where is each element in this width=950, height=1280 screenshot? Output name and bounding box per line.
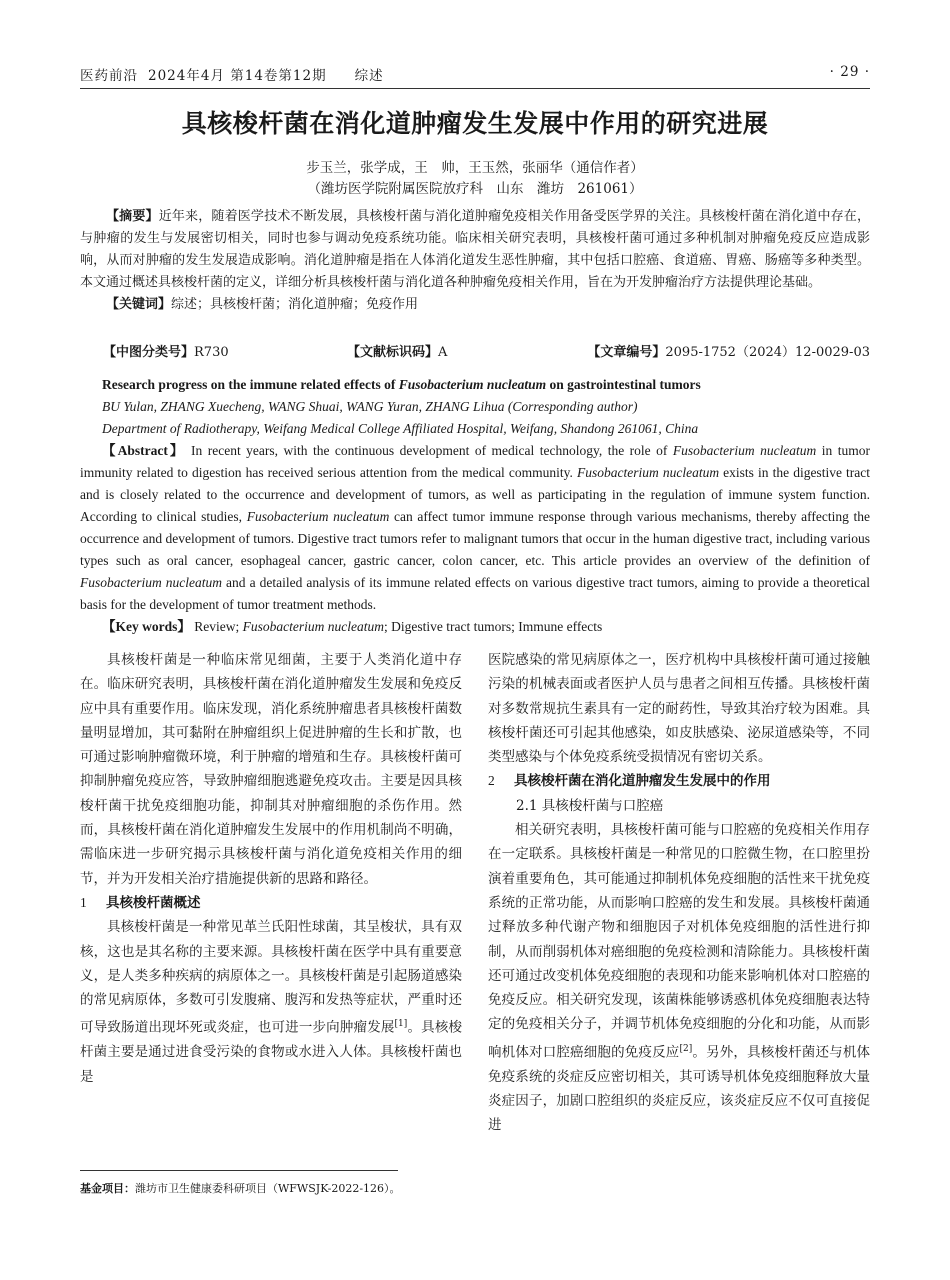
abstract-cn-text: 近年来，随着医学技术不断发展，具核梭杆菌与消化道肿瘤免疫相关作用备受医学界的关注。具核梭杆菌在消化道中存在，与肿瘤的发生与发展密切相关，同时也参与调动免疫系统功能。临床相关研究表明，具核梭杆菌可通过多种机制对肿瘤免疫反应造成影响，从而对肿瘤的发生发展造成影响。消化道肿瘤是指在人体消化道发生恶性肿瘤，其中包括口腔癌、食道癌、胃癌、肠癌等多种类型。本文通过概述具核梭杆菌的定义，详细分析具核梭杆菌与消化道各种肿瘤免疫相关作用，旨在为开发肿瘤治疗方法提供理论基础。 bbox=[80, 209, 870, 290]
keywords-cn-label: 【关键词】 bbox=[106, 297, 172, 312]
section-2-1-heading: 2.1 具核梭杆菌与口腔癌 bbox=[516, 797, 664, 814]
abstract-cn bbox=[80, 206, 870, 316]
article-number-label: 【文章编号】 bbox=[587, 345, 666, 360]
article-number-value: 2095-1752（2024）12-0029-03 bbox=[665, 345, 870, 360]
issue-info: 2024年4月 第14卷第12期 bbox=[148, 68, 327, 84]
footnote-rule bbox=[80, 1170, 398, 1171]
keywords-cn-text: 综述；具核梭杆菌；消化道肿瘤；免疫作用 bbox=[171, 297, 419, 312]
body-left-column bbox=[80, 648, 462, 1089]
journal-name: 医药前沿 bbox=[80, 68, 138, 84]
abstract-cn-para bbox=[80, 206, 870, 294]
authors-cn: 步玉兰，张学成，王 帅，王玉然，张丽华（通信作者） bbox=[306, 160, 644, 176]
section-1-paragraph: 具核梭杆菌是一种常见革兰氏阳性球菌，其呈梭状，具有双核，这也是其名称的主要来源。具核梭杆菌在医学中具有重要意义，是人类多种疾病的病原体之一。具核梭杆菌是引起肠道感染的常见病原体，多数可引发腹痛、腹泻和发热等症状，严重时还可导致肠道出现坏死或炎症，也可进一步向肿瘤发展[1]。具核梭杆菌主要是通过进食受污染的食物或水进入人体。具核梭杆菌也是 bbox=[80, 919, 463, 1085]
document-code bbox=[347, 341, 447, 360]
affiliation-cn: （潍坊医学院附属医院放疗科 山东 潍坊 261061） bbox=[307, 181, 643, 197]
keywords-cn bbox=[80, 294, 870, 316]
affiliation-en: Department of Radiotherapy, Weifang Medical College Affiliated Hospital, Weifang, Shandong 261061, China bbox=[102, 421, 699, 436]
citation-2: [2] bbox=[679, 1043, 693, 1054]
keywords-en-label: 【Key words】 bbox=[102, 619, 191, 634]
article-title: 具核梭杆菌在消化道肿瘤发生发展中作用的研究进展 bbox=[181, 109, 769, 138]
footnote-text: 潍坊市卫生健康委科研项目（WFWSJK-2022-126）。 bbox=[135, 1182, 401, 1195]
running-header bbox=[80, 62, 870, 89]
section-2-heading: 2 具核梭杆菌在消化道肿瘤发生发展中的作用 bbox=[488, 773, 771, 790]
footnote-label: 基金项目： bbox=[80, 1182, 135, 1195]
citation-1: [1] bbox=[394, 1019, 408, 1030]
article-number bbox=[587, 341, 870, 360]
abstract-en-label: 【Abstract】 bbox=[102, 443, 186, 458]
title-en: Research progress on the immune related effects of Fusobacterium nucleatum on gastrointestinal tumors bbox=[102, 377, 701, 392]
intro-paragraph: 具核梭杆菌是一种临床常见细菌，主要于人类消化道中存在。临床研究表明，具核梭杆菌在消化道肿瘤发生发展和免疫反应中具有重要作用。临床发现，消化系统肿瘤患者具核梭杆菌数量明显增加，其可黏附在肿瘤组织上促进肿瘤的生长和扩散，也可通过影响肿瘤微环境，利于肿瘤的增殖和生存。具核梭杆菌可抑制肿瘤免疫应答，导致肿瘤细胞逃避免疫攻击。主要是因具核梭杆菌干扰免疫细胞功能，抑制其对肿瘤细胞的杀伤作用。然而，具核梭杆菌在消化道肿瘤发生发展中的作用机制尚不明确，需临床进一步研究揭示具核梭杆菌与消化道免疫相关作用的细节，并为开发相关治疗措施提供新的思路和路径。 bbox=[80, 652, 462, 887]
journal-info bbox=[80, 64, 394, 84]
classification-label: 【中图分类号】 bbox=[103, 345, 195, 360]
classification-value: R730 bbox=[194, 345, 229, 360]
section-2-1-paragraph: 相关研究表明，具核梭杆菌可能与口腔癌的免疫相关作用存在一定联系。具核梭杆菌是一种常见的口腔微生物，在口腔里扮演着重要角色，其可能通过抑制机体免疫细胞的活性来干扰免疫系统的正常功能，从而影响口腔癌的发生和发展。具核梭杆菌通过释放多种代谢产物和细胞因子对机体免疫细胞的活性进行抑制，从而削弱机体对癌细胞的免疫检测和清除能力。具核梭杆菌还可通过改变机体免疫细胞的表现和功能来影响机体对口腔癌的免疫反应。相关研究发现，该菌株能够诱惑机体免疫细胞表达特定的免疫相关分子，并调节机体免疫细胞的分化和功能，从而影响机体对口腔癌细胞的免疫反应[2]。另外，具核梭杆菌还与机体免疫系统的炎症反应密切相关，其可诱导机体免疫细胞释放大量炎症因子，加剧口腔组织的炎症反应，该炎症反应不仅可直接促进 bbox=[488, 822, 871, 1134]
keywords-en: 【Key words】 Review; Fusobacterium nucleatum; Digestive tract tumors; Immune effects bbox=[102, 619, 603, 634]
document-code-value: A bbox=[438, 345, 448, 360]
english-abstract-block bbox=[80, 374, 870, 638]
classification-number bbox=[103, 341, 229, 360]
footnote bbox=[80, 1180, 401, 1196]
authors-en: BU Yulan, ZHANG Xuecheng, WANG Shuai, WANG Yuran, ZHANG Lihua (Corresponding author) bbox=[102, 399, 638, 414]
page-number: · 29 · bbox=[829, 64, 870, 80]
abstract-cn-label: 【摘要】 bbox=[106, 209, 159, 224]
document-code-label: 【文献标识码】 bbox=[347, 345, 439, 360]
body-right-column bbox=[488, 648, 870, 1137]
section-name: 综述 bbox=[354, 68, 384, 84]
abstract-en: 【Abstract】 In recent years, with the continuous development of medical technology, the role of Fusobacterium nucleatum in tumor immunity related to digestion has received serious attention from the medical community. Fusobacterium nucleatum exists in the digestive tract and is closely related to the occurrence and development of tumors, as well as participating in the regulation of immune system function. According to clinical studies, Fusobacterium nucleatum can affect tumor immune response through various mechanisms, thereby affecting the occurrence and development of tumors. Digestive tract tumors refer to malignant tumors that occur in the human digestive tract, including various types such as oral cancer, esophageal cancer, gastric cancer, colon cancer, etc. This article provides an overview of the definition of Fusobacterium nucleatum and a detailed analysis of its immune related effects on various digestive tract tumors, aiming to provide a theoretical basis for the development of tumor treatment methods. bbox=[80, 443, 871, 612]
section-1-heading: 1 具核梭杆菌概述 bbox=[80, 894, 201, 911]
continued-paragraph: 医院感染的常见病原体之一，医疗机构中具核梭杆菌可通过接触污染的机械表面或者医护人员与患者之间相互传播。具核梭杆菌对多数常规抗生素具有一定的耐药性，导致其治疗较为困难。具核梭杆菌还可引起其他感染，如皮肤感染、泌尿道感染等，不同类型感染与个体免疫系统受损情况有密切关系。 bbox=[488, 652, 870, 766]
